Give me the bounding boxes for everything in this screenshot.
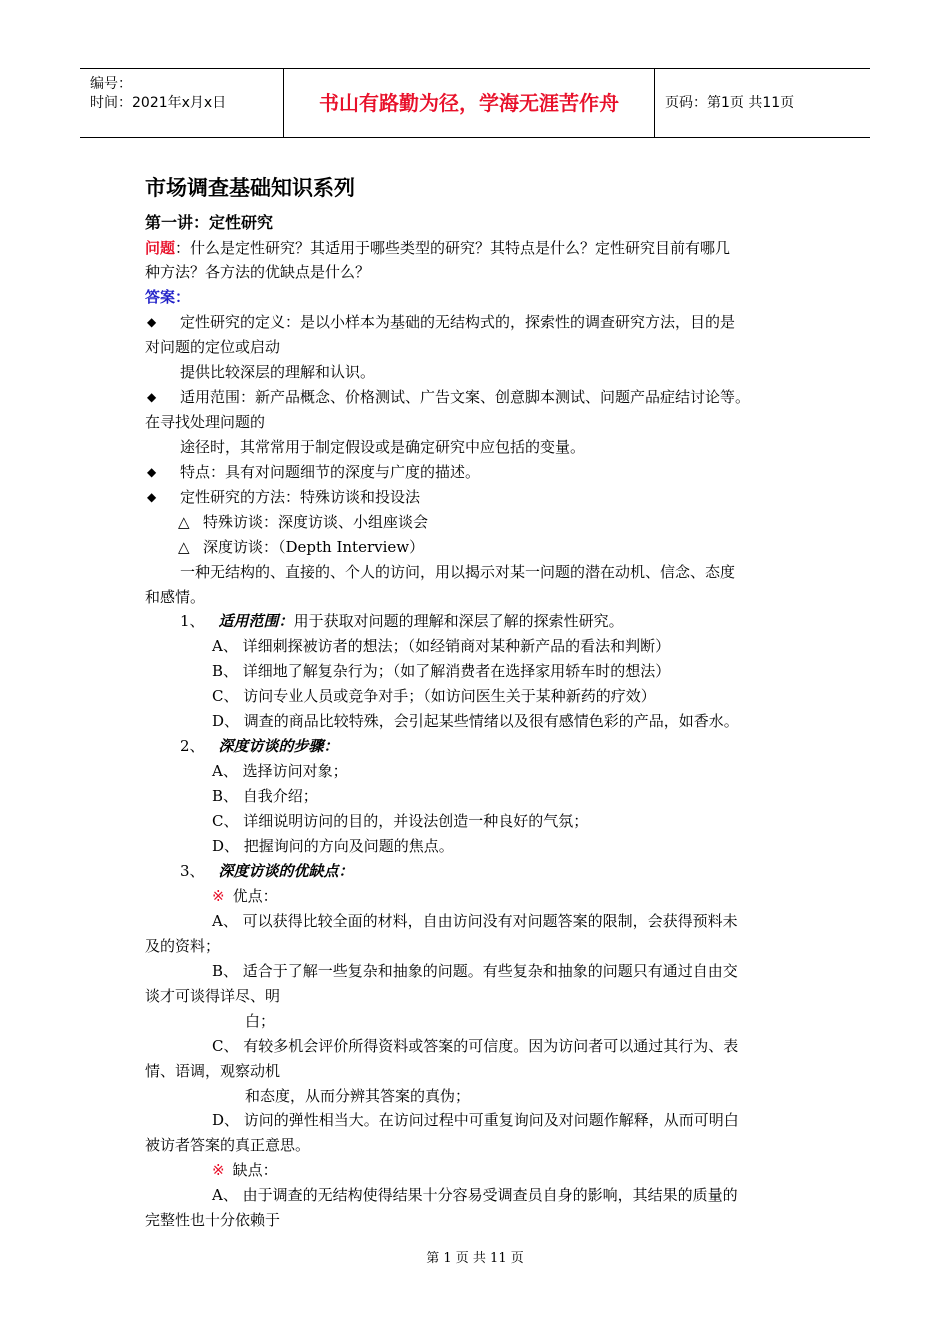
text-line: C、 访问专业人员或竞争对手；（如访问医生关于某种新药的疗效） [212,687,656,705]
text-line: 特点：具有对问题细节的深度与广度的描述。 [180,463,481,481]
text-line: 和感情。 [145,588,206,606]
text-line: 深度访谈：（Depth Interview） [203,538,425,556]
answer-line: 答案： [145,288,191,306]
text-line: 完整性也十分依赖于 [145,1211,281,1229]
text-line: C、 详细说明访问的目的，并设法创造一种良好的气氛； [212,812,589,830]
bullet-icon: ◆ [147,390,157,404]
text-line: D、 访问的弹性相当大。在访问过程中可重复询问及对问题作解释，从而可明白 [212,1111,739,1129]
question-line: 问题：什么是定性研究？其适用于哪些类型的研究？其特点是什么？定性研究目前有哪几 [145,239,731,257]
doc-subtitle: 第一讲：定性研究 [145,213,274,232]
disadvantages-line: ※ 缺点： [212,1161,278,1179]
header-page-info: 页码：第1页 共11页 [665,95,795,111]
question-label: 问题 [145,239,176,257]
text-line: B、 自我介绍； [212,787,318,805]
text-line: 适用范围：新产品概念、价格测试、广告文案、创意脚本测试、问题产品症结讨论等。 [180,388,751,406]
text-line: 提供比较深层的理解和认识。 [180,363,376,381]
triangle-icon: △ [178,538,190,556]
header-code: 编号： [90,76,132,92]
text-line: D、 调查的商品比较特殊，会引起某些情绪以及很有感情色彩的产品，如香水。 [212,712,739,730]
advantages-line: ※ 优点： [212,887,278,905]
text-line: 一种无结构的、直接的、个人的访问，用以揭示对某一问题的潜在动机、信念、态度 [180,563,736,581]
numbered-heading: 3、 深度访谈的优缺点： [180,862,354,880]
document-header [80,68,870,138]
text-line: 在寻找处理问题的 [145,413,266,431]
text-line: 对问题的定位或启动 [145,338,281,356]
answer-label: 答案 [145,288,176,306]
text-line: 被访者答案的真正意思。 [145,1136,311,1154]
text-line: 途径时，其常常用于制定假设或是确定研究中应包括的变量。 [180,438,586,456]
text-line: 特殊访谈：深度访谈、小组座谈会 [203,513,429,531]
text-line: 和态度，从而分辨其答案的真伪； [245,1087,471,1105]
text-line: A、 选择访问对象； [212,762,348,780]
header-date: 时间：2021年x月x日 [90,95,227,111]
triangle-icon: △ [178,513,190,531]
numbered-heading: 2、 深度访谈的步骤： [180,737,339,755]
doc-title: 市场调查基础知识系列 [145,176,355,200]
text-line: B、 适合于了解一些复杂和抽象的问题。有些复杂和抽象的问题只有通过自由交 [212,962,738,980]
text-line: 定性研究的方法：特殊访谈和投设法 [180,488,421,506]
bullet-icon: ◆ [147,465,157,479]
text-line: A、 详细刺探被访者的想法；（如经销商对某种新产品的看法和判断） [212,637,671,655]
reference-mark-icon: ※ [212,1161,225,1179]
text-line: 定性研究的定义：是以小样本为基础的无结构式的，探索性的调查研究方法，目的是 [180,313,736,331]
text-line: A、 由于调查的无结构使得结果十分容易受调查员自身的影响，其结果的质量的 [212,1186,738,1204]
text-line: D、 把握询问的方向及问题的焦点。 [212,837,454,855]
reference-mark-icon: ※ [212,887,225,905]
page-footer: 第 1 页 共 11 页 [426,1251,524,1266]
text-line: C、 有较多机会评价所得资料或答案的可信度。因为访问者可以通过其行为、表 [212,1037,739,1055]
text-line: B、 详细地了解复杂行为；（如了解消费者在选择家用轿车时的想法） [212,662,671,680]
text-line: 谈才可谈得详尽、明 [145,987,281,1005]
question-line-2: 种方法？各方法的优缺点是什么？ [145,263,371,281]
text-line: A、 可以获得比较全面的材料，自由访问没有对问题答案的限制，会获得预料未 [212,912,738,930]
text-line: 情、语调，观察动机 [145,1062,281,1080]
bullet-icon: ◆ [147,315,157,329]
text-line: 白； [245,1012,276,1030]
bullet-icon: ◆ [147,490,157,504]
numbered-heading: 1、 适用范围：用于获取对问题的理解和深层了解的探索性研究。 [180,612,624,630]
header-meta [80,69,283,137]
text-line: 及的资料； [145,937,221,955]
header-motto: 书山有路勤为径，学海无涯苦作舟 [283,69,655,137]
